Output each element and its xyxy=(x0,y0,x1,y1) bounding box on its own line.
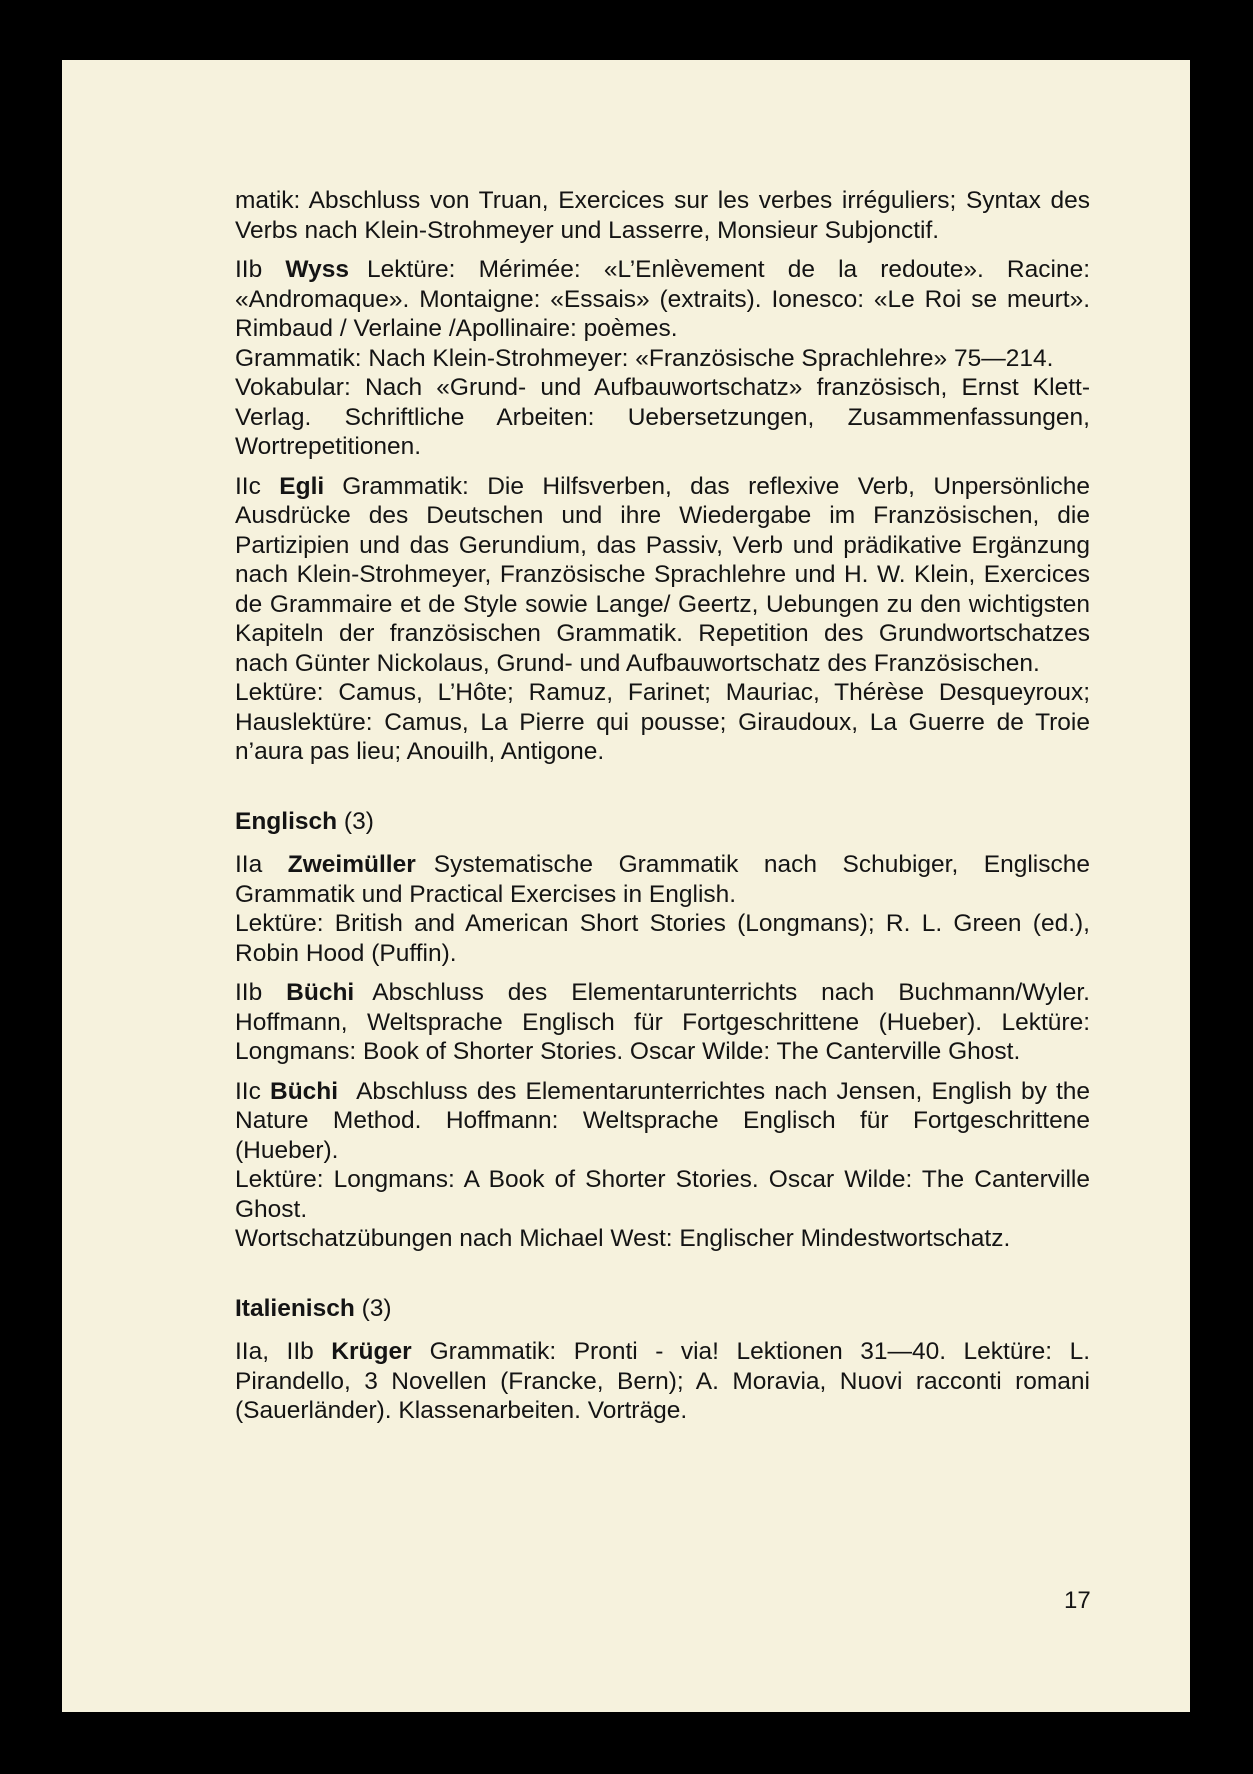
french-iib-vocab xyxy=(235,373,1090,462)
class-label: IIa xyxy=(235,851,263,878)
teacher-name: Büchi xyxy=(270,1077,339,1105)
teacher-name: Krüger xyxy=(331,1338,412,1365)
french-iib-grammar xyxy=(235,344,1090,374)
page-number: 17 xyxy=(1064,1587,1091,1614)
page-content xyxy=(235,186,1090,1436)
entry-text: Abschluss des Elementarunterrichtes nach Jensen, English by the Nature Method. Hoffmann: Weltsprache Englisch für Fortgeschrittene (Hueber). xyxy=(235,1077,1091,1164)
entry-text: Abschluss des Elementarunterrichts nach Buchmann/Wyler. Hoffmann, Weltsprache Englisch für Fortgeschrittene (Hueber). Lektüre: Longmans: Book of Shorter Stories. Oscar Wilde: The Canterville Ghost. xyxy=(235,979,1090,1065)
class-label: IIc xyxy=(235,1077,261,1105)
english-iic-vocab xyxy=(235,1224,1090,1254)
french-iic-entry xyxy=(235,472,1090,679)
class-label: IIc xyxy=(235,472,261,500)
entry-text: Grammatik: Pronti - via! Lektionen 31—40. Lektüre: L. Pirandello, 3 Novellen (Francke, Bern); A. Moravia, Nuovi racconti romani (Sauerländer). Klassenarbeiten. Vorträge. xyxy=(235,1338,1090,1424)
class-label: IIa, IIb xyxy=(235,1338,314,1365)
reading-text: Lektüre: Camus, L’Hôte; Ramuz, Farinet; Mauriac, Thérèse Desqueyroux; Hauslektüre: Camus, La Pierre qui pousse; Giraudoux, La Guerre de Troie n’aura pas lieu; Anouilh, Antigone. xyxy=(235,679,1090,765)
section-hours: (3) xyxy=(343,807,374,835)
document-page xyxy=(62,60,1190,1712)
teacher-name: Zweimüller xyxy=(287,851,416,878)
reading-text: Lektüre: British and American Short Stories (Longmans); R. L. Green (ed.), Robin Hood (Puffin). xyxy=(235,910,1090,967)
teacher-name: Büchi xyxy=(286,979,355,1006)
english-iia-entry xyxy=(235,850,1090,909)
english-iic-entry xyxy=(235,1077,1090,1166)
vocab-text: Vokabular: Nach «Grund- und Aufbauwortschatz» französisch, Ernst Klett-Verlag. Schriftliche Arbeiten: Uebersetzungen, Zusammenfassungen, Wortrepetitionen. xyxy=(235,374,1090,460)
section-hours: (3) xyxy=(361,1294,392,1322)
english-iic-reading xyxy=(235,1165,1090,1224)
entry-text: Grammatik: Die Hilfsverben, das reflexive Verb, Unpersönliche Ausdrücke des Deutschen und ihre Wiedergabe im Französischen, die Partizipien und das Gerundium, das Passiv, Verb und prädikative Ergänzung nach Klein-Strohmeyer, Französische Sprachlehre und H. W. Klein, Exercices de Grammaire et de Style sowie Lange/ Geertz, Uebungen zu den wichtigsten Kapiteln der französischen Grammatik. Repetition des Grundwortschatzes nach Günter Nickolaus, Grund- und Aufbauwortschatz des Französischen. xyxy=(235,472,1090,677)
teacher-name: Egli xyxy=(279,472,325,500)
entry-text: Lektüre: Mérimée: «L’Enlèvement de la redoute». Racine: «Andromaque». Montaigne: «Essais» (extraits). Ionesco: «Le Roi se meurt». Rimbaud / Verlaine /Apollinaire: poèmes. xyxy=(235,256,1091,342)
english-iib-entry xyxy=(235,978,1090,1067)
class-label: IIb xyxy=(235,979,263,1006)
italian-iiab-entry xyxy=(235,1337,1090,1426)
vocab-text: Wortschatzübungen nach Michael West: Englischer Mindestwortschatz. xyxy=(235,1225,1011,1252)
french-iic-reading xyxy=(235,678,1090,767)
section-title: Englisch xyxy=(235,807,338,835)
entry-text: Systematische Grammatik nach Schubiger, Englische Grammatik und Practical Exercises in English. xyxy=(235,851,1090,908)
french-continuation-paragraph xyxy=(235,186,1090,245)
italian-section-heading xyxy=(235,1294,1090,1324)
english-iia-reading xyxy=(235,909,1090,968)
teacher-name: Wyss xyxy=(285,256,349,283)
grammar-text: Grammatik: Nach Klein-Strohmeyer: «Französische Sprachlehre» 75—214. xyxy=(235,344,1054,372)
reading-text: Lektüre: Longmans: A Book of Shorter Stories. Oscar Wilde: The Canterville Ghost. xyxy=(235,1166,1090,1223)
french-iib-entry xyxy=(235,255,1090,344)
english-section-heading xyxy=(235,807,1090,837)
french-continuation-text: matik: Abschluss von Truan, Exercices sur les verbes irréguliers; Syntax des Verbs nach Klein-Strohmeyer und Lasserre, Monsieur Subjonctif. xyxy=(235,187,1090,244)
section-title: Italienisch xyxy=(235,1294,355,1322)
class-label: IIb xyxy=(235,256,263,283)
